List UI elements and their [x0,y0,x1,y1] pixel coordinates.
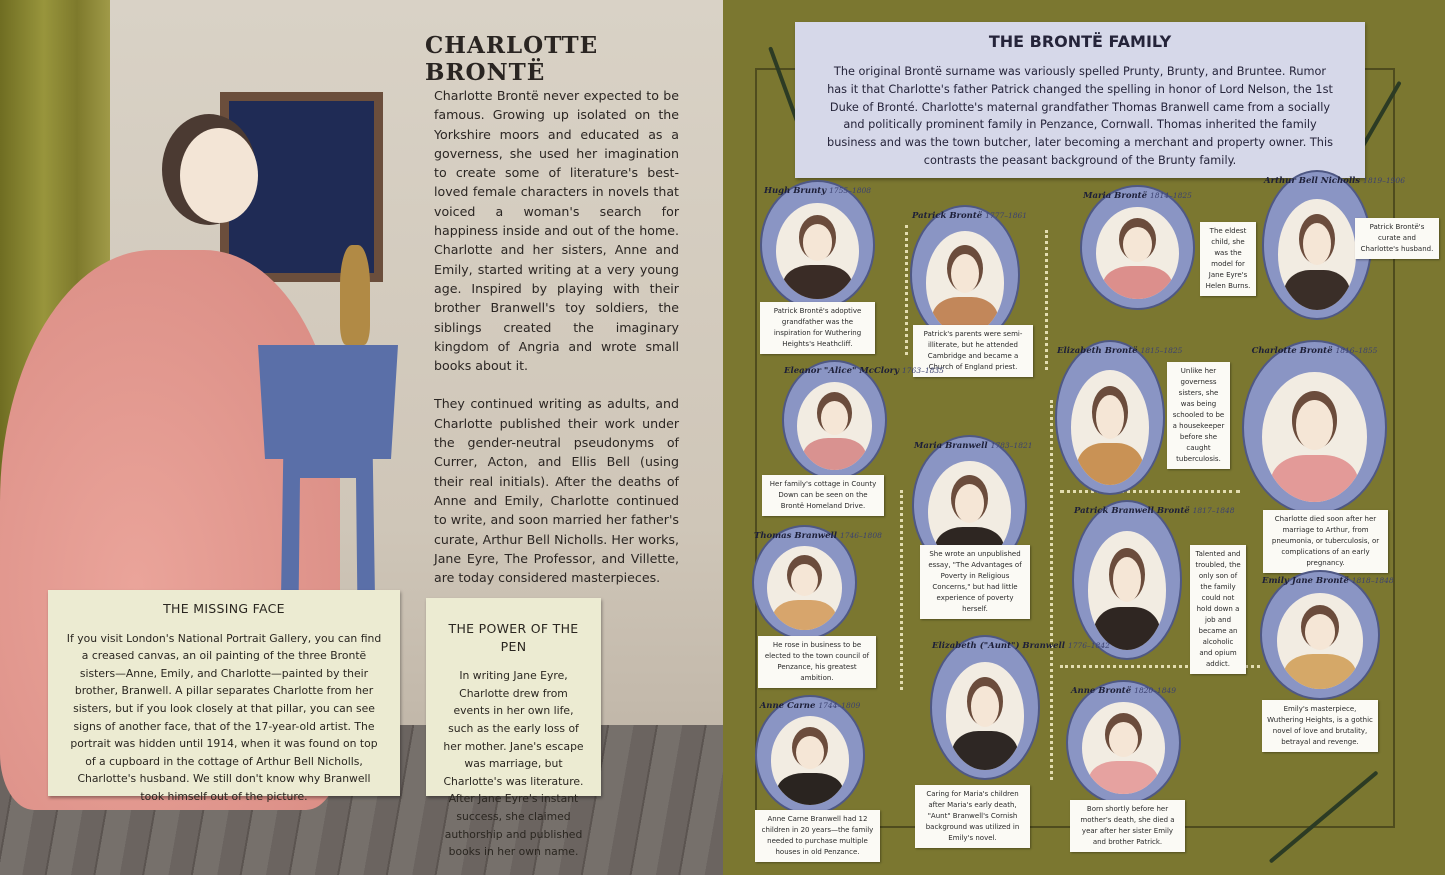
portrait-frame [1066,680,1181,805]
family-title: THE BRONTË FAMILY [988,32,1172,51]
member-name: Hugh Brunty [763,186,827,196]
paragraph: Charlotte Brontë never expected to be famous. Growing up isolated on the Yorkshire moors and educated as a governess, she used her imagination to create some of literature's best-loved female characters in novels that voiced a woman's search for happiness inside and out of the home. Charlotte and her sisters, Anne and Emily, started writing at a very young age. Inspired by playing with their brother Branwell's toy soldiers, the siblings created the imaginary kingdom of Angria and wrote small books about it. [434,88,679,374]
member-dates: 1746–1808 [839,531,882,540]
portrait-illustration [1088,531,1166,650]
vine-illustration [1045,230,1048,370]
member-caption: Patrick's parents were semi-illiterate, but he attended Cambridge and became a Church of England priest. [913,325,1033,377]
member-caption: Born shortly before her mother's death, she died a year after her sister Emily and brother Patrick. [1070,800,1185,852]
member-dates: 1744–1809 [818,701,861,710]
member-name: Thomas Branwell [754,531,837,541]
note-title: THE POWER OF THE PEN [448,621,579,654]
member-dates: 1763–1835 [902,366,944,375]
family-intro-text: The original Brontë surname was variously spelled Prunty, Brunty, and Bruntee. Rumor has it that Charlotte's father Patrick changed the spelling in honor of Lord Nelson, the 1st Duke of Bronté. Charlotte's maternal grandfather Thomas Branwell came from a socially and politically prominent family in Penzance, Cornwall. Thomas inherited the family business and was the town butcher, later becoming a merchant and property owner. This contrasts the peasant background of the Brunty family. [827,65,1333,167]
member-caption: Charlotte died soon after her marriage to Arthur, from pneumonia, or tuberculosis, or complications of an early pregnancy. [1263,510,1388,573]
portrait-frame [910,205,1028,345]
member-name-label [754,531,882,541]
portrait-clothing [1271,455,1359,502]
portrait-clothing [783,265,852,299]
portrait-illustration [797,382,872,470]
power-of-pen-note [426,598,601,859]
member-name-label [912,211,1028,221]
portrait-clothing [1284,654,1356,688]
portrait-clothing [773,600,836,630]
member-dates: 1819–1906 [1363,176,1405,185]
portrait-face [803,224,833,260]
member-name-label [1264,176,1405,186]
member-caption: Patrick Brontë's curate and Charlotte's husband. [1355,218,1439,259]
portrait-face [796,736,824,769]
member-name: Maria Branwell [914,441,988,451]
note-title: THE MISSING FACE [163,601,285,616]
member-name: Arthur Bell Nicholls [1264,176,1361,186]
member-name: Maria Brontë [1083,191,1148,201]
portrait-frame [760,180,875,310]
member-dates: 1817–1848 [1192,506,1235,515]
portrait-illustration [1278,199,1356,310]
portrait-face [1296,400,1334,449]
member-name: Emily Jane Brontë [1262,576,1349,586]
portrait-clothing [1077,443,1143,484]
portrait-face [1109,722,1139,757]
note-text: If you visit London's National Portrait Gallery, you can find a creased canvas, an oil painting of the three Brontë sisters—Anne, Emily, and Charlotte—painted by their brother, Branwell. A pillar separates Charlotte from her sisters, but if you look closely at that pillar, you can see signs of another face, that of the 17-year-old artist. The portrait was hidden until 1914, when it was found on top of a cupboard in the cottage of Arthur Bell Nicholls, Charlotte's husband. We still don't know why Branwell took himself out of the picture. [66,631,382,803]
member-dates: 1776–1842 [1067,641,1110,650]
portrait-frame [752,525,882,640]
portrait-illustration [926,231,1004,334]
member-name: Charlotte Brontë [1251,346,1333,356]
page-title: CHARLOTTE BRONTË [425,32,599,86]
member-dates: 1814–1825 [1149,191,1192,200]
member-dates: 1815–1825 [1140,346,1183,355]
member-name: Elizabeth Brontë [1057,346,1138,356]
vine-illustration [900,490,903,690]
member-caption: Unlike her governess sisters, she was being schooled to be a housekeeper before she caught tuberculosis. [1167,362,1230,469]
portrait-face [951,254,979,293]
portrait-illustration [776,203,858,299]
portrait-clothing [952,731,1018,770]
member-caption: Her family's cottage in County Down can be seen on the Brontë Homeland Drive. [762,475,884,516]
member-dates: 1755–1808 [829,186,872,195]
member-dates: 1783–1821 [990,441,1033,450]
portrait-illustration [767,546,842,630]
member-caption: The eldest child, she was the model for Jane Eyre's Helen Burns. [1200,222,1256,296]
portrait-face [955,484,985,523]
member-caption: Anne Carne Branwell had 12 children in 20 years—the family needed to purchase multiple houses in old Penzance. [755,810,880,862]
biography-text [434,86,679,606]
member-name-label [932,641,1110,651]
bronte-family-intro-box [795,22,1365,178]
portrait-clothing [1103,266,1172,299]
portrait-frame [1055,340,1183,495]
member-caption: He rose in business to be elected to the town council of Penzance, his greatest ambition. [758,636,876,688]
paragraph: They continued writing as adults, and Charlotte published their work under the gender-neutral pseudonyms of Currer, Acton, and Ellis Bell (using their real initials). After the deaths of Anne and Emily, Charlotte continued to write, and soon married her father's curate, Arthur Bell Nicholls. Her works, Jane Eyre, The Professor, and Villette, are today considered masterpieces. [434,396,679,586]
member-name: Eleanor "Alice" McClory [784,366,900,376]
member-dates: 1816–1855 [1335,346,1378,355]
member-dates: 1777–1861 [985,211,1028,220]
portrait-frame [1260,570,1394,700]
portrait-illustration [946,662,1024,769]
member-name-label [1082,191,1193,201]
member-name-label [1057,346,1183,356]
portrait-clothing [777,773,843,805]
member-name: Anne Carne [759,701,816,711]
member-caption: Talented and troubled, the only son of the family could not hold down a job and became an alcoholic and opium addict. [1190,545,1246,674]
member-name: Patrick Brontë [912,211,983,221]
member-caption: Caring for Maria's children after Maria's early death, "Aunt" Branwell's Cornish background was utilized in Emily's novel. [915,785,1030,848]
member-name-label [1074,506,1235,516]
portrait-face [821,401,848,434]
member-dates: 1818–1848 [1351,576,1394,585]
member-caption: Emily's masterpiece, Wuthering Heights, is a gothic novel of love and brutality, betrayal and revenge. [1262,700,1378,752]
portrait-illustration [771,716,849,804]
charlotte-head-illustration [180,128,258,223]
portrait-clothing [803,438,866,470]
portrait-face [1096,395,1124,439]
member-name-label [762,186,873,196]
vine-illustration [905,225,908,355]
member-name: Patrick Branwell Brontë [1074,506,1190,516]
member-name: Elizabeth ("Aunt") Branwell [932,641,1065,651]
portrait-face [1123,227,1153,262]
portrait-illustration [1071,370,1149,485]
portrait-face [791,564,818,596]
portrait-clothing [1284,270,1350,310]
member-name-label [1244,346,1385,356]
portrait-frame [1080,185,1195,310]
member-name-label [914,441,1033,451]
member-caption: She wrote an unpublished essay, "The Advantages of Poverty in Religious Concerns," but had little experience of poverty herself. [920,545,1030,619]
portrait-illustration [1096,207,1178,299]
portrait-face [971,686,999,727]
member-name-label [757,701,863,711]
portrait-illustration [1262,372,1366,502]
member-name-label [1068,686,1179,696]
note-text: In writing Jane Eyre, Charlotte drew from events in her own life, such as the early loss of her mother. Jane's escape was marriage, but Charlotte's was literature. After Jane Eyre's instant success, she claimed authorship and published books in her own name. [443,669,584,859]
portrait-frame [755,695,865,815]
portrait-illustration [1277,593,1363,689]
member-name-label [784,366,944,376]
portrait-clothing [1089,761,1158,794]
portrait-frame [1242,340,1387,515]
portrait-face [1303,223,1331,265]
vine-illustration [1050,400,1053,780]
member-caption: Patrick Brontë's adoptive grandfather was the inspiration for Wuthering Heights's Heathcliff. [760,302,875,354]
portrait-frame [782,360,944,480]
missing-face-note [48,590,400,803]
portrait-face [1305,614,1336,650]
member-name-label [1262,576,1394,586]
portrait-illustration [1082,702,1164,794]
member-name: Anne Brontë [1070,686,1132,696]
member-dates: 1820–1849 [1134,686,1177,695]
vine-illustration [1060,490,1240,493]
portrait-face [1113,557,1141,602]
vase-illustration [340,245,370,345]
